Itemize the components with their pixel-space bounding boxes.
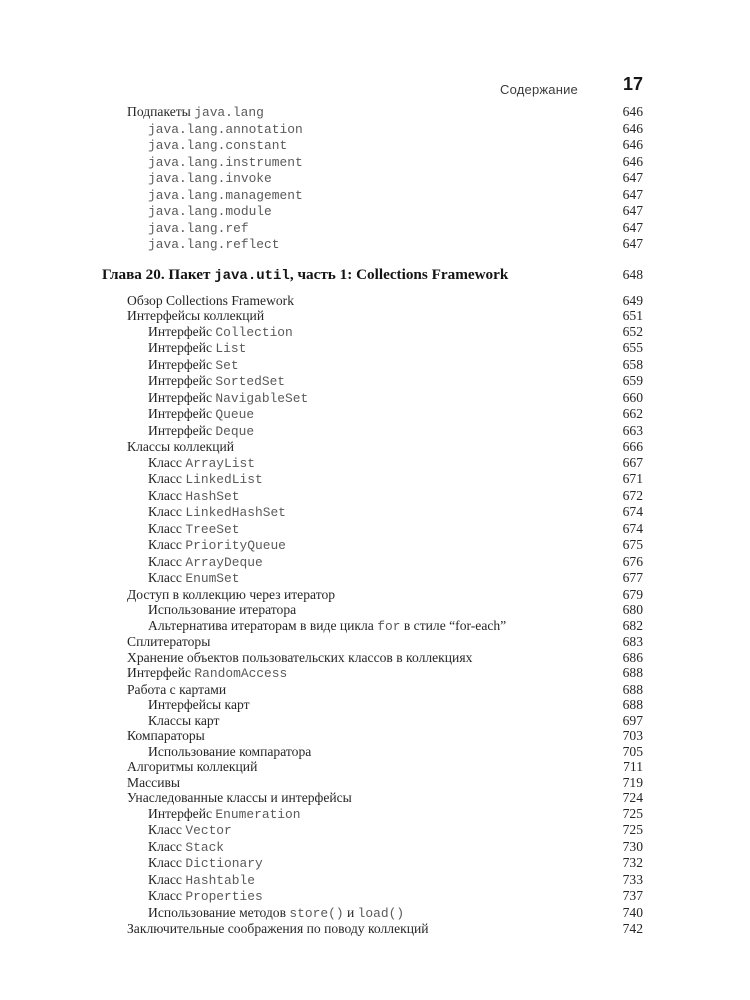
title-text: Доступ в коллекцию через итератор xyxy=(127,586,336,602)
toc-entry-page: 660 xyxy=(622,389,643,405)
title-text: Компараторы xyxy=(127,728,205,743)
toc-row xyxy=(0,634,750,650)
title-text: Класс xyxy=(148,520,186,536)
code-text: for xyxy=(377,618,401,634)
code-text: HashSet xyxy=(185,488,240,504)
code-text: Set xyxy=(215,357,239,373)
toc-entry-page: 646 xyxy=(622,137,643,152)
toc-entry-page: 651 xyxy=(622,308,643,323)
title-text: Интерфейс xyxy=(148,805,216,821)
toc-entry-page: 737 xyxy=(622,888,643,903)
code-text: java.lang.management xyxy=(148,187,303,203)
toc-row xyxy=(0,905,750,922)
toc-entry-page: 663 xyxy=(622,422,643,438)
toc-entry-page: 688 xyxy=(622,681,643,697)
toc-entry-page: 725 xyxy=(622,822,643,837)
title-text: Классы коллекций xyxy=(127,439,235,454)
title-text: Класс xyxy=(148,487,186,503)
toc-entry-page: 688 xyxy=(622,697,643,712)
code-text: java.lang xyxy=(194,105,264,120)
toc-row xyxy=(0,308,750,324)
toc-row xyxy=(0,602,750,618)
toc-entry-page: 659 xyxy=(622,373,643,388)
toc-list xyxy=(0,104,750,937)
toc-row xyxy=(0,373,750,390)
toc-entry-page: 648 xyxy=(622,266,643,282)
toc-entry-page: 671 xyxy=(622,471,643,486)
title-text: Классы карт xyxy=(148,712,220,728)
toc-row xyxy=(0,220,750,237)
title-text: Класс xyxy=(148,504,186,519)
title-text: Интерфейс xyxy=(148,373,216,388)
code-text: java.lang.instrument xyxy=(148,154,303,170)
code-text: Hashtable xyxy=(185,872,255,888)
toc-row xyxy=(0,170,750,187)
code-text: load() xyxy=(357,905,405,921)
title-text: Унаследованные классы и интерфейсы xyxy=(127,790,352,805)
toc-row xyxy=(0,104,750,121)
toc-entry-page: 646 xyxy=(622,120,643,136)
toc-row xyxy=(0,357,750,374)
toc-row xyxy=(0,521,750,538)
title-text: и xyxy=(343,904,358,920)
code-text: Dictionary xyxy=(185,856,263,871)
toc-entry-page: 733 xyxy=(622,871,643,887)
code-text: TreeSet xyxy=(185,521,240,537)
code-text: java.lang.module xyxy=(148,204,272,219)
toc-row xyxy=(0,587,750,603)
toc-entry-page: 682 xyxy=(622,617,643,633)
title-text: Интерфейс xyxy=(148,389,216,405)
title-text: Хранение объектов пользовательских классов в коллекциях xyxy=(127,649,473,665)
code-text: EnumSet xyxy=(185,571,240,586)
code-text: LinkedList xyxy=(185,472,263,487)
toc-entry-page: 646 xyxy=(622,104,643,119)
toc-entry-page: 742 xyxy=(622,921,643,936)
title-text: Интерфейсы коллекций xyxy=(127,308,265,323)
toc-entry-page: 732 xyxy=(622,855,643,870)
toc-entry-page: 697 xyxy=(622,712,643,728)
code-text: ArrayDeque xyxy=(185,554,263,570)
toc-row xyxy=(0,439,750,455)
toc-entry-page: 667 xyxy=(622,454,643,470)
toc-entry-page: 674 xyxy=(622,504,643,519)
toc-row xyxy=(0,121,750,138)
title-text: Работа с картами xyxy=(127,681,227,697)
toc-row xyxy=(0,324,750,341)
title-text: Класс xyxy=(148,570,186,585)
toc-row xyxy=(0,488,750,505)
toc-row xyxy=(0,137,750,154)
toc-row xyxy=(0,682,750,698)
toc-row xyxy=(0,665,750,682)
toc-entry-page: 647 xyxy=(622,170,643,185)
code-text: RandomAccess xyxy=(194,666,288,681)
code-text: Collection xyxy=(215,324,293,340)
code-text: java.lang.ref xyxy=(148,220,249,236)
toc-row xyxy=(0,187,750,204)
toc-entry-page: 703 xyxy=(622,728,643,743)
toc-chapter-row xyxy=(0,266,750,285)
code-text: NavigableSet xyxy=(215,390,309,406)
toc-row xyxy=(0,203,750,220)
toc-row xyxy=(0,154,750,171)
toc-row xyxy=(0,744,750,760)
toc-entry-page: 711 xyxy=(623,759,643,774)
toc-row xyxy=(0,822,750,839)
toc-row xyxy=(0,340,750,357)
title-text: Сплитераторы xyxy=(127,634,211,649)
toc-entry-page: 705 xyxy=(622,743,643,759)
title-text: Класс xyxy=(148,838,186,854)
title-text: Класс xyxy=(148,454,186,470)
title-text: Класс xyxy=(148,822,186,837)
code-text: PriorityQueue xyxy=(185,538,286,553)
title-text: Обзор Collections Framework xyxy=(127,292,295,308)
code-text: LinkedHashSet xyxy=(185,505,286,520)
toc-entry-page: 672 xyxy=(622,487,643,503)
toc-entry-page: 647 xyxy=(622,186,643,202)
title-text: Класс xyxy=(148,888,186,903)
title-text: Интерфейс xyxy=(127,665,195,680)
toc-row xyxy=(0,537,750,554)
toc-row xyxy=(0,390,750,407)
toc-row xyxy=(0,406,750,423)
toc-entry-page: 719 xyxy=(622,774,643,790)
title-text: Интерфейс xyxy=(148,422,216,438)
title-text: Класс xyxy=(148,471,186,486)
code-text: Stack xyxy=(185,839,225,855)
title-text: Интерфейс xyxy=(148,406,216,421)
code-text: Deque xyxy=(215,423,255,439)
toc-row xyxy=(0,790,750,806)
title-text: Использование компаратора xyxy=(148,743,312,759)
running-header-page-number: 17 xyxy=(622,74,643,94)
toc-row xyxy=(0,650,750,666)
code-text: java.util xyxy=(214,267,290,284)
toc-entry-page: 646 xyxy=(622,153,643,169)
title-text: Альтернатива итераторам в виде цикла xyxy=(148,617,378,633)
title-text: Интерфейс xyxy=(148,340,216,355)
toc-row xyxy=(0,236,750,253)
toc-row xyxy=(0,504,750,521)
code-text: java.lang.reflect xyxy=(148,237,280,252)
toc-entry-page: 740 xyxy=(622,904,643,920)
toc-row xyxy=(0,697,750,713)
toc-row xyxy=(0,839,750,856)
toc-row xyxy=(0,570,750,587)
toc-row xyxy=(0,293,750,309)
toc-entry-page: 676 xyxy=(622,553,643,569)
toc-entry-page: 652 xyxy=(622,323,643,339)
toc-row xyxy=(0,471,750,488)
code-text: SortedSet xyxy=(215,374,286,389)
toc-row xyxy=(0,806,750,823)
code-text: java.lang.annotation xyxy=(148,121,303,137)
code-text: Properties xyxy=(185,889,263,904)
title-text: Использование методов xyxy=(148,904,290,920)
toc-row xyxy=(0,759,750,775)
toc-entry-page: 674 xyxy=(622,520,643,536)
toc-entry-page: 688 xyxy=(622,665,643,680)
toc-entry-page: 686 xyxy=(622,649,643,665)
toc-row xyxy=(0,455,750,472)
code-text: Queue xyxy=(215,407,255,422)
toc-entry-page: 730 xyxy=(622,838,643,854)
toc-entry-page: 677 xyxy=(622,570,643,585)
toc-row xyxy=(0,423,750,440)
title-text: Класс xyxy=(148,871,186,887)
toc-entry-page: 675 xyxy=(622,537,643,552)
code-text: List xyxy=(215,341,247,356)
code-text: Enumeration xyxy=(215,806,301,822)
toc-row xyxy=(0,872,750,889)
toc-row xyxy=(0,921,750,937)
title-text: Глава 20. Пакет xyxy=(102,265,215,283)
toc-entry-page: 662 xyxy=(622,406,643,421)
title-text: Использование итератора xyxy=(148,602,297,617)
title-text: Интерфейсы карт xyxy=(148,697,250,712)
toc-row xyxy=(0,855,750,872)
toc-entry-page: 680 xyxy=(622,602,643,617)
toc-row xyxy=(0,888,750,905)
title-text: Заключительные соображения по поводу коллекций xyxy=(127,921,429,936)
title-text: Алгоритмы коллекций xyxy=(127,759,258,774)
toc-entry-page: 647 xyxy=(622,203,643,218)
code-text: ArrayList xyxy=(185,455,255,471)
title-text: Интерфейс xyxy=(148,356,216,372)
code-text: store() xyxy=(289,905,344,921)
code-text: java.lang.invoke xyxy=(148,171,272,186)
toc-row xyxy=(0,554,750,571)
title-text: Интерфейс xyxy=(148,323,216,339)
code-text: Vector xyxy=(185,823,232,838)
toc-entry-page: 647 xyxy=(622,219,643,235)
title-text: Класс xyxy=(148,553,186,569)
title-text: , часть 1: Collections Framework xyxy=(289,265,509,283)
title-text: Массивы xyxy=(127,774,181,790)
code-text: java.lang.constant xyxy=(148,138,288,153)
toc-entry-page: 666 xyxy=(622,439,643,454)
toc-row xyxy=(0,775,750,791)
toc-entry-page: 649 xyxy=(622,292,643,308)
running-header-title: Содержание xyxy=(500,82,578,97)
toc-entry-page: 658 xyxy=(622,356,643,372)
toc-row xyxy=(0,618,750,635)
title-text: Подпакеты xyxy=(127,104,195,119)
toc-entry-page: 725 xyxy=(622,805,643,821)
title-text: Класс xyxy=(148,537,186,552)
toc-entry-page: 655 xyxy=(622,340,643,355)
toc-entry-page: 647 xyxy=(622,236,643,251)
title-text: в стиле “for-each” xyxy=(400,617,507,633)
toc-entry-page: 724 xyxy=(622,790,643,805)
toc-entry-page: 683 xyxy=(622,634,643,649)
toc-entry-page: 679 xyxy=(622,586,643,602)
toc-row xyxy=(0,728,750,744)
toc-row xyxy=(0,713,750,729)
title-text: Класс xyxy=(148,855,186,870)
